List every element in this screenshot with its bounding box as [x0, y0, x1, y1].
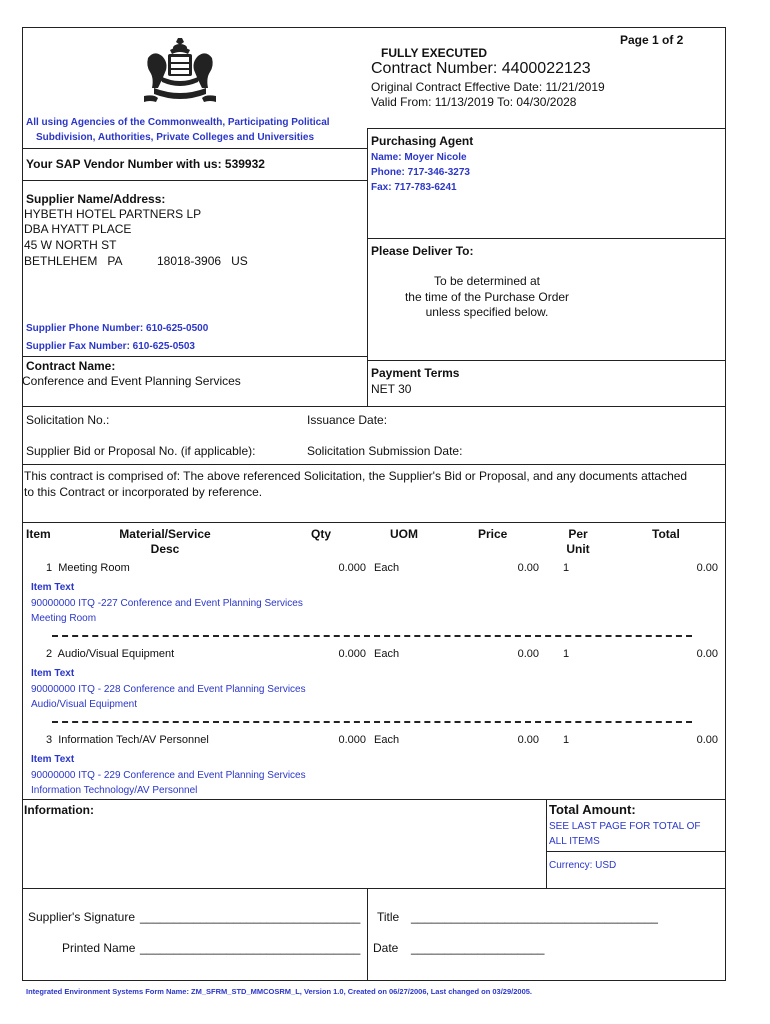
- date-label: Date: [373, 941, 399, 955]
- comprised-line1: This contract is comprised of: The above referenced Solicitation, the Supplier's Bid or Proposal, and any documents attached: [24, 469, 688, 483]
- contract-name-value: Conference and Event Planning Services: [22, 374, 241, 388]
- printed-name-label: Printed Name: [62, 941, 136, 955]
- row2-total: 0.00: [696, 648, 718, 660]
- frame-right: [725, 27, 726, 981]
- divider-signature: [22, 888, 726, 889]
- divider-signature-col: [367, 888, 368, 981]
- row2-text2: Audio/Visual Equipment: [31, 699, 137, 710]
- payment-terms-value: NET 30: [371, 382, 412, 396]
- agent-fax: Fax: 717-783-6241: [371, 182, 457, 193]
- supplier-zip: 18018-3906 US: [157, 254, 248, 268]
- row2-text-label: Item Text: [31, 668, 75, 679]
- row2-qty: 0.000: [338, 648, 366, 660]
- row2-text1: 90000000 ITQ - 228 Conference and Event Planning Services: [31, 684, 306, 695]
- supplier-name: HYBETH HOTEL PARTNERS LP: [24, 207, 202, 221]
- date-field[interactable]: ____________________: [411, 941, 545, 955]
- page-number: Page 1 of 2: [620, 33, 684, 47]
- row1-price: 0.00: [517, 562, 539, 574]
- title-label: Title: [377, 910, 400, 924]
- contract-number: Contract Number: 4400022123: [371, 60, 591, 77]
- col-desc-line2: Desc: [150, 542, 180, 556]
- row2-item: 2 Audio/Visual Equipment: [46, 648, 175, 660]
- row3-qty: 0.000: [338, 734, 366, 746]
- row3-item: 3 Information Tech/AV Personnel: [46, 734, 209, 746]
- currency: Currency: USD: [549, 860, 617, 871]
- row1-item: 1 Meeting Room: [46, 562, 130, 574]
- payment-terms-label: Payment Terms: [371, 366, 460, 380]
- agent-phone: Phone: 717-346-3273: [371, 167, 470, 178]
- effective-date: Original Contract Effective Date: 11/21/2019: [371, 80, 605, 94]
- row1-uom: Each: [374, 562, 400, 574]
- total-amount-label: Total Amount:: [549, 802, 636, 817]
- purchasing-agent-title: Purchasing Agent: [371, 134, 474, 148]
- title-field[interactable]: _____________________________________: [411, 910, 658, 924]
- divider-agencies: [22, 148, 368, 149]
- printed-name-field[interactable]: _________________________________: [140, 941, 361, 955]
- column-divider-top: [367, 128, 368, 406]
- divider-vendor: [22, 180, 368, 181]
- row3-text1: 90000000 ITQ - 229 Conference and Event Planning Services: [31, 770, 306, 781]
- row1-qty: 0.000: [338, 562, 366, 574]
- row1-total: 0.00: [696, 562, 718, 574]
- divider-comprised: [22, 464, 726, 465]
- row3-text2: Information Technology/AV Personnel: [31, 785, 198, 796]
- col-desc-line1: Material/Service: [119, 527, 211, 541]
- row3-per: 1: [563, 734, 570, 746]
- divider-table-header: [22, 522, 726, 523]
- deliver-line1: To be determined at: [433, 274, 541, 288]
- solicitation-no: Solicitation No.:: [26, 413, 110, 427]
- col-item: Item: [26, 527, 51, 541]
- divider-deliver: [367, 360, 726, 361]
- divider-agent: [367, 238, 726, 239]
- supplier-phone: Supplier Phone Number: 610-625-0500: [26, 323, 209, 334]
- agencies-line1: All using Agencies of the Commonwealth, Participating Political: [26, 117, 330, 128]
- row2-uom: Each: [374, 648, 400, 660]
- commonwealth-seal: [140, 36, 220, 104]
- row1-text2: Meeting Room: [31, 613, 97, 624]
- frame-left: [22, 27, 23, 981]
- row-separator: [52, 635, 692, 637]
- total-note-line1: SEE LAST PAGE FOR TOTAL OF: [549, 821, 701, 832]
- row3-text-label: Item Text: [31, 754, 75, 765]
- deliver-title: Please Deliver To:: [371, 244, 474, 258]
- row-separator: [52, 721, 692, 723]
- row1-per: 1: [563, 562, 570, 574]
- col-per-line1: Per: [568, 527, 588, 541]
- row2-per: 1: [563, 648, 570, 660]
- supplier-bid-no: Supplier Bid or Proposal No. (if applicable):: [26, 444, 256, 458]
- divider-currency: [546, 851, 726, 852]
- row2-price: 0.00: [517, 648, 539, 660]
- col-total: Total: [652, 527, 680, 541]
- supplier-fax: Supplier Fax Number: 610-625-0503: [26, 341, 195, 352]
- divider-solicitation: [22, 406, 726, 407]
- supplier-city: BETHLEHEM PA: [24, 254, 123, 268]
- deliver-line2: the time of the Purchase Order: [404, 290, 570, 304]
- vendor-number: Your SAP Vendor Number with us: 539932: [26, 157, 265, 171]
- contract-name-label: Contract Name:: [26, 359, 116, 373]
- submission-date: Solicitation Submission Date:: [307, 444, 463, 458]
- row3-price: 0.00: [517, 734, 539, 746]
- form-footer: Integrated Environment Systems Form Name: ZM_SFRM_STD_MMCOSRM_L, Version 1.0, Created on 06/27/2006, Last changed on 03/29/2005.: [26, 987, 532, 996]
- divider-info-col: [546, 799, 547, 889]
- divider-contract: [22, 356, 368, 357]
- col-per-line2: Unit: [566, 542, 590, 556]
- supplier-street: 45 W NORTH ST: [24, 238, 117, 252]
- issuance-date: Issuance Date:: [307, 413, 388, 427]
- row3-uom: Each: [374, 734, 400, 746]
- valid-dates: Valid From: 11/13/2019 To: 04/30/2028: [371, 95, 577, 109]
- header-divider: [367, 128, 726, 129]
- col-qty: Qty: [311, 527, 332, 541]
- supplier-dba: DBA HYATT PLACE: [24, 222, 132, 236]
- status-label: FULLY EXECUTED: [381, 46, 488, 60]
- supplier-signature-field[interactable]: _________________________________: [140, 910, 361, 924]
- agencies-line2: Subdivision, Authorities, Private Colleges and Universities: [36, 132, 315, 143]
- information-label: Information:: [24, 803, 94, 817]
- comprised-line2: to this Contract or incorporated by reference.: [24, 485, 263, 499]
- supplier-title: Supplier Name/Address:: [26, 192, 166, 206]
- frame-bottom: [22, 980, 726, 981]
- supplier-signature-label: Supplier's Signature: [28, 910, 136, 924]
- agent-name: Name: Moyer Nicole: [371, 152, 467, 163]
- row3-total: 0.00: [696, 734, 718, 746]
- col-uom: UOM: [390, 527, 418, 541]
- frame-top: [22, 27, 726, 28]
- deliver-line3: unless specified below.: [425, 305, 549, 319]
- row1-text1: 90000000 ITQ -227 Conference and Event Planning Services: [31, 598, 303, 609]
- row1-text-label: Item Text: [31, 582, 75, 593]
- col-price: Price: [478, 527, 508, 541]
- divider-table-end: [22, 799, 726, 800]
- total-note-line2: ALL ITEMS: [549, 836, 600, 847]
